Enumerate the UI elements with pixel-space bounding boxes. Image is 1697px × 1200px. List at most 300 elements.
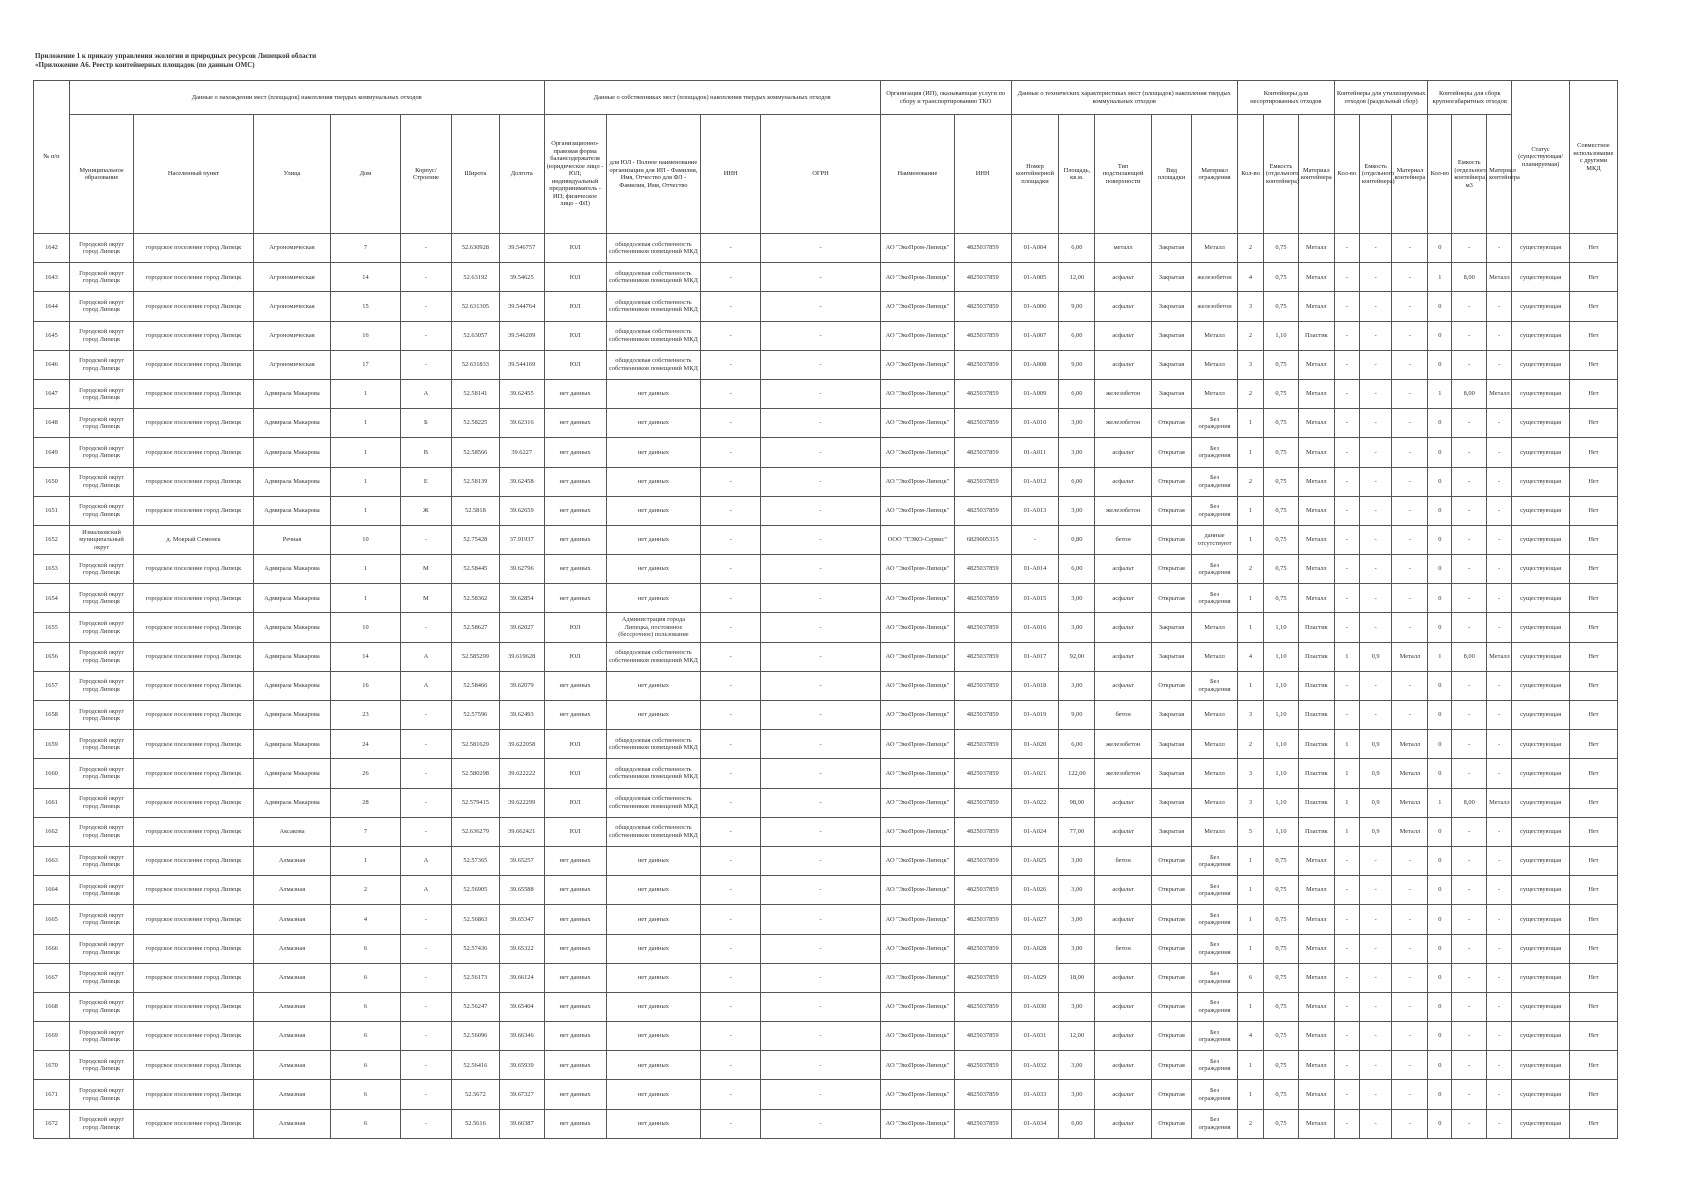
table-cell: 39.65322: [499, 934, 544, 963]
table-cell: Без ограждения: [1192, 1109, 1238, 1138]
column-header: Номер контейнерной площадки: [1011, 115, 1059, 234]
table-cell: Закрытая: [1151, 701, 1191, 730]
table-cell: М: [400, 555, 451, 584]
table-cell: 39.6227: [499, 438, 544, 467]
table-cell: Нет: [1569, 350, 1617, 379]
table-cell: 6: [331, 1080, 401, 1109]
table-cell: 0,9: [1359, 788, 1392, 817]
table-cell: нет данных: [544, 438, 606, 467]
table-cell: -: [1392, 438, 1428, 467]
table-cell: -: [1452, 613, 1487, 642]
table-cell: 1: [1237, 1051, 1263, 1080]
table-cell: -: [761, 1109, 881, 1138]
table-cell: 0,75: [1264, 876, 1299, 905]
table-cell: 0: [1428, 584, 1452, 613]
table-cell: -: [1392, 584, 1428, 613]
table-cell: Металл: [1192, 234, 1238, 263]
table-cell: Городской округ город Липецк: [69, 1109, 133, 1138]
table-cell: асфальт: [1095, 321, 1152, 350]
table-cell: -: [761, 788, 881, 817]
table-cell: 3: [1237, 759, 1263, 788]
table-cell: 3,00: [1059, 613, 1095, 642]
table-cell: 1666: [34, 934, 70, 963]
table-cell: нет данных: [606, 1109, 701, 1138]
table-row: [34, 263, 1618, 292]
table-cell: 1669: [34, 1022, 70, 1051]
table-cell: городское поселение город Липецк: [134, 817, 254, 846]
table-cell: А: [400, 379, 451, 408]
table-cell: Без ограждения: [1192, 846, 1238, 875]
table-row: [34, 1051, 1618, 1080]
table-cell: 0,75: [1264, 496, 1299, 525]
table-cell: нет данных: [544, 525, 606, 554]
table-cell: 4: [1237, 642, 1263, 671]
table-cell: ЮЛ: [544, 817, 606, 846]
table-body: [34, 234, 1618, 1139]
table-cell: -: [1392, 467, 1428, 496]
table-cell: АО "ЭкоПром-Липецк": [880, 438, 954, 467]
table-cell: 18,00: [1059, 963, 1095, 992]
table-cell: -: [761, 321, 881, 350]
table-cell: общедолевая собственность собственников помещений МКД: [606, 234, 701, 263]
table-cell: существующая: [1512, 846, 1570, 875]
table-row: [34, 788, 1618, 817]
table-cell: городское поселение город Липецк: [134, 934, 254, 963]
table-cell: -: [1359, 292, 1392, 321]
table-cell: -: [1392, 934, 1428, 963]
table-cell: Металл: [1192, 321, 1238, 350]
table-cell: 4825037859: [954, 788, 1011, 817]
table-cell: -: [1452, 759, 1487, 788]
table-cell: Металл: [1298, 846, 1334, 875]
table-cell: 01-А021: [1011, 759, 1059, 788]
table-cell: Пластик: [1298, 759, 1334, 788]
table-cell: Открытая: [1151, 467, 1191, 496]
table-cell: 6829005315: [954, 525, 1011, 554]
table-cell: 6: [331, 1051, 401, 1080]
table-cell: Алмазная: [253, 846, 330, 875]
table-cell: -: [1334, 963, 1359, 992]
table-cell: Нет: [1569, 1080, 1617, 1109]
table-cell: 0: [1428, 934, 1452, 963]
table-cell: -: [1487, 992, 1512, 1021]
table-cell: -: [1452, 438, 1487, 467]
table-cell: 52.58627: [451, 613, 499, 642]
column-header: Емкость (отдельного контейнера): [1264, 115, 1299, 234]
table-cell: 52.63057: [451, 321, 499, 350]
table-row: [34, 1080, 1618, 1109]
table-cell: АО "ЭкоПром-Липецк": [880, 1080, 954, 1109]
table-cell: Алмазная: [253, 1109, 330, 1138]
table-row: [34, 613, 1618, 642]
table-cell: -: [1487, 701, 1512, 730]
table-cell: 39.62796: [499, 555, 544, 584]
table-cell: -: [1359, 321, 1392, 350]
table-cell: ЮЛ: [544, 234, 606, 263]
table-cell: -: [400, 905, 451, 934]
table-cell: 01-А015: [1011, 584, 1059, 613]
table-cell: 3: [1237, 701, 1263, 730]
table-cell: АО "ЭкоПром-Липецк": [880, 759, 954, 788]
table-cell: 0: [1428, 671, 1452, 700]
table-cell: -: [761, 292, 881, 321]
table-cell: Городской округ город Липецк: [69, 817, 133, 846]
table-cell: 0: [1428, 555, 1452, 584]
table-cell: -: [1359, 1022, 1392, 1051]
table-cell: 1,10: [1264, 759, 1299, 788]
table-row: [34, 876, 1618, 905]
column-header: ОГРН: [761, 115, 881, 234]
table-cell: городское поселение город Липецк: [134, 263, 254, 292]
table-cell: Адмирала Макарова: [253, 671, 330, 700]
table-cell: -: [1452, 409, 1487, 438]
table-cell: 1671: [34, 1080, 70, 1109]
table-cell: Без ограждения: [1192, 963, 1238, 992]
table-cell: 1672: [34, 1109, 70, 1138]
table-cell: -: [1487, 817, 1512, 846]
column-header: Материал контейнера: [1298, 115, 1334, 234]
table-cell: -: [400, 1080, 451, 1109]
table-cell: городское поселение город Липецк: [134, 555, 254, 584]
table-cell: 3,00: [1059, 992, 1095, 1021]
table-cell: -: [1392, 671, 1428, 700]
table-cell: существующая: [1512, 350, 1570, 379]
table-cell: Городской округ город Липецк: [69, 759, 133, 788]
table-cell: 3,00: [1059, 934, 1095, 963]
table-cell: нет данных: [544, 1022, 606, 1051]
table-cell: Металл: [1298, 584, 1334, 613]
table-cell: городское поселение город Липецк: [134, 409, 254, 438]
table-cell: нет данных: [544, 555, 606, 584]
table-cell: городское поселение город Липецк: [134, 642, 254, 671]
table-cell: -: [1452, 584, 1487, 613]
table-cell: 39.546757: [499, 234, 544, 263]
table-cell: 15: [331, 292, 401, 321]
table-cell: 1646: [34, 350, 70, 379]
table-cell: 28: [331, 788, 401, 817]
table-cell: 4825037859: [954, 1080, 1011, 1109]
table-cell: городское поселение город Липецк: [134, 496, 254, 525]
table-cell: Агрономическая: [253, 263, 330, 292]
table-row: [34, 379, 1618, 408]
table-cell: 52.56096: [451, 1022, 499, 1051]
table-cell: А: [400, 846, 451, 875]
table-cell: Нет: [1569, 992, 1617, 1021]
table-cell: Алмазная: [253, 1051, 330, 1080]
table-cell: Алмазная: [253, 876, 330, 905]
table-cell: 39.622222: [499, 759, 544, 788]
table-cell: 0,75: [1264, 555, 1299, 584]
table-cell: Открытая: [1151, 934, 1191, 963]
table-cell: Без ограждения: [1192, 438, 1238, 467]
table-cell: 52.57365: [451, 846, 499, 875]
table-cell: 0,75: [1264, 992, 1299, 1021]
table-cell: 39.66346: [499, 1022, 544, 1051]
table-cell: -: [1487, 438, 1512, 467]
table-cell: железобетон: [1095, 409, 1152, 438]
group-recyclable-containers: Контейнеры для утилизируемых отходов (раздельный сбор): [1334, 81, 1428, 115]
table-cell: -: [1392, 321, 1428, 350]
table-cell: 3,00: [1059, 1051, 1095, 1080]
table-cell: Металл: [1298, 234, 1334, 263]
table-cell: 1656: [34, 642, 70, 671]
table-cell: 4825037859: [954, 905, 1011, 934]
table-cell: 1: [331, 409, 401, 438]
table-cell: 1648: [34, 409, 70, 438]
table-cell: Пластик: [1298, 613, 1334, 642]
table-cell: 52.631305: [451, 292, 499, 321]
table-cell: 1: [1237, 876, 1263, 905]
table-cell: 39.54625: [499, 263, 544, 292]
table-cell: 52.56863: [451, 905, 499, 934]
table-cell: Алмазная: [253, 963, 330, 992]
table-cell: Нет: [1569, 467, 1617, 496]
table-cell: 39.62455: [499, 379, 544, 408]
table-cell: городское поселение город Липецк: [134, 438, 254, 467]
column-header: Вид площадки: [1151, 115, 1191, 234]
table-cell: 0: [1428, 1022, 1452, 1051]
table-cell: -: [701, 701, 761, 730]
table-cell: 39.544169: [499, 350, 544, 379]
table-cell: -: [1359, 350, 1392, 379]
table-cell: металл: [1095, 234, 1152, 263]
table-row: [34, 438, 1618, 467]
column-header: Муниципальное образование: [69, 115, 133, 234]
table-cell: 3,00: [1059, 496, 1095, 525]
table-cell: -: [1487, 759, 1512, 788]
table-cell: Нет: [1569, 263, 1617, 292]
table-cell: -: [1452, 817, 1487, 846]
table-cell: Нет: [1569, 788, 1617, 817]
table-cell: 01-А032: [1011, 1051, 1059, 1080]
table-cell: существующая: [1512, 905, 1570, 934]
table-cell: -: [400, 292, 451, 321]
table-cell: -: [701, 379, 761, 408]
table-cell: 39.662421: [499, 817, 544, 846]
table-cell: 6: [331, 1022, 401, 1051]
table-cell: 1647: [34, 379, 70, 408]
table-cell: асфальт: [1095, 555, 1152, 584]
table-cell: Пластик: [1298, 642, 1334, 671]
table-cell: 39.622299: [499, 788, 544, 817]
table-cell: 1: [331, 496, 401, 525]
table-cell: 52.57436: [451, 934, 499, 963]
table-cell: 0,75: [1264, 292, 1299, 321]
table-cell: 26: [331, 759, 401, 788]
table-cell: Городской округ город Липецк: [69, 555, 133, 584]
table-cell: 4825037859: [954, 321, 1011, 350]
table-cell: нет данных: [606, 1022, 701, 1051]
table-cell: -: [761, 1022, 881, 1051]
table-cell: -: [1392, 409, 1428, 438]
table-cell: Открытая: [1151, 1080, 1191, 1109]
table-cell: -: [400, 1109, 451, 1138]
table-cell: -: [400, 525, 451, 554]
table-cell: существующая: [1512, 292, 1570, 321]
table-cell: Открытая: [1151, 496, 1191, 525]
table-cell: 10: [331, 525, 401, 554]
table-cell: 0: [1428, 613, 1452, 642]
table-cell: 39.62079: [499, 671, 544, 700]
table-cell: Открытая: [1151, 992, 1191, 1021]
table-cell: Нет: [1569, 846, 1617, 875]
table-cell: Металл: [1298, 1080, 1334, 1109]
table-cell: общедолевая собственность собственников помещений МКД: [606, 321, 701, 350]
table-cell: 0: [1428, 234, 1452, 263]
table-cell: -: [1452, 671, 1487, 700]
table-cell: Нет: [1569, 409, 1617, 438]
table-cell: -: [1452, 350, 1487, 379]
table-cell: 01-А005: [1011, 263, 1059, 292]
table-cell: городское поселение город Липецк: [134, 992, 254, 1021]
table-cell: 4825037859: [954, 759, 1011, 788]
column-header: Материал контейнера: [1487, 115, 1512, 234]
table-cell: -: [761, 584, 881, 613]
table-cell: -: [1452, 555, 1487, 584]
registry-table: [33, 80, 1618, 1139]
table-cell: Металл: [1298, 263, 1334, 292]
table-cell: 52.58225: [451, 409, 499, 438]
table-cell: 0: [1428, 321, 1452, 350]
column-header: Тип подстилающей поверхности: [1095, 115, 1152, 234]
table-cell: -: [1359, 846, 1392, 875]
table-cell: 4: [1237, 1022, 1263, 1051]
table-cell: Металл: [1392, 759, 1428, 788]
table-cell: городское поселение город Липецк: [134, 759, 254, 788]
table-cell: Без ограждения: [1192, 1080, 1238, 1109]
table-cell: АО "ЭкоПром-Липецк": [880, 788, 954, 817]
table-row: [34, 642, 1618, 671]
table-cell: 0,75: [1264, 1080, 1299, 1109]
table-cell: Нет: [1569, 1051, 1617, 1080]
table-cell: Алмазная: [253, 934, 330, 963]
table-cell: 01-А014: [1011, 555, 1059, 584]
table-cell: Открытая: [1151, 876, 1191, 905]
table-cell: -: [1392, 701, 1428, 730]
table-cell: асфальт: [1095, 584, 1152, 613]
table-cell: 52.63192: [451, 263, 499, 292]
table-cell: существующая: [1512, 817, 1570, 846]
table-cell: 52.58139: [451, 467, 499, 496]
table-cell: -: [1487, 846, 1512, 875]
table-row: [34, 525, 1618, 554]
table-cell: нет данных: [606, 1051, 701, 1080]
table-cell: общедолевая собственность собственников помещений МКД: [606, 817, 701, 846]
table-cell: -: [400, 263, 451, 292]
table-cell: 01-А022: [1011, 788, 1059, 817]
table-cell: 1650: [34, 467, 70, 496]
table-cell: -: [761, 817, 881, 846]
table-cell: существующая: [1512, 1022, 1570, 1051]
table-cell: Пластик: [1298, 788, 1334, 817]
column-header: для ЮЛ - Полное наименование организации для ИП - Фамилия, Имя, Отчество для ФЛ - Фамилия, Имя, Отчество: [606, 115, 701, 234]
table-cell: 17: [331, 350, 401, 379]
table-cell: -: [1392, 292, 1428, 321]
col-status: Статус (существующая/ планируемая): [1512, 81, 1570, 234]
table-cell: 01-А013: [1011, 496, 1059, 525]
table-cell: -: [1334, 292, 1359, 321]
table-cell: -: [1359, 525, 1392, 554]
table-cell: 1657: [34, 671, 70, 700]
table-row: [34, 671, 1618, 700]
table-cell: 39.65404: [499, 992, 544, 1021]
table-cell: нет данных: [606, 409, 701, 438]
table-cell: Адмирала Макарова: [253, 584, 330, 613]
table-cell: -: [1487, 496, 1512, 525]
table-cell: Нет: [1569, 584, 1617, 613]
table-cell: Адмирала Макарова: [253, 642, 330, 671]
table-cell: 39.546209: [499, 321, 544, 350]
table-cell: существующая: [1512, 1109, 1570, 1138]
table-cell: 1,10: [1264, 642, 1299, 671]
table-cell: 3,00: [1059, 409, 1095, 438]
table-cell: -: [701, 584, 761, 613]
table-cell: 0,9: [1359, 817, 1392, 846]
table-cell: существующая: [1512, 934, 1570, 963]
table-cell: 1: [1237, 1080, 1263, 1109]
table-cell: Металл: [1392, 788, 1428, 817]
table-row: [34, 584, 1618, 613]
table-cell: -: [400, 701, 451, 730]
table-cell: Городской округ город Липецк: [69, 350, 133, 379]
table-cell: -: [1487, 876, 1512, 905]
table-cell: 0: [1428, 963, 1452, 992]
table-cell: Городской округ город Липецк: [69, 876, 133, 905]
table-cell: -: [761, 846, 881, 875]
table-cell: -: [1334, 350, 1359, 379]
table-cell: Адмирала Макарова: [253, 701, 330, 730]
table-cell: -: [1487, 730, 1512, 759]
table-cell: 39.622058: [499, 730, 544, 759]
table-cell: 4825037859: [954, 817, 1011, 846]
column-header: Кол-во: [1428, 115, 1452, 234]
table-cell: АО "ЭкоПром-Липецк": [880, 234, 954, 263]
table-cell: Металл: [1392, 730, 1428, 759]
table-cell: Нет: [1569, 496, 1617, 525]
table-cell: городское поселение город Липецк: [134, 671, 254, 700]
table-cell: 0: [1428, 992, 1452, 1021]
table-cell: ЮЛ: [544, 321, 606, 350]
table-cell: 2: [1237, 1109, 1263, 1138]
table-cell: Адмирала Макарова: [253, 730, 330, 759]
table-cell: -: [1452, 496, 1487, 525]
table-cell: АО "ЭкоПром-Липецк": [880, 817, 954, 846]
table-cell: 1,10: [1264, 730, 1299, 759]
table-cell: -: [1334, 905, 1359, 934]
table-cell: Открытая: [1151, 846, 1191, 875]
table-row: [34, 817, 1618, 846]
table-row: [34, 292, 1618, 321]
table-cell: Алмазная: [253, 1080, 330, 1109]
table-cell: -: [1359, 584, 1392, 613]
table-cell: АО "ЭкоПром-Липецк": [880, 1022, 954, 1051]
table-cell: -: [1452, 525, 1487, 554]
table-cell: АО "ЭкоПром-Липецк": [880, 321, 954, 350]
table-cell: 4825037859: [954, 671, 1011, 700]
col-shared: Совместное использование с другими МКД: [1569, 81, 1617, 234]
table-cell: 0,80: [1059, 525, 1095, 554]
table-cell: Городской округ город Липецк: [69, 671, 133, 700]
table-cell: -: [701, 438, 761, 467]
table-cell: -: [1334, 613, 1359, 642]
table-cell: городское поселение город Липецк: [134, 963, 254, 992]
table-cell: Металл: [1298, 292, 1334, 321]
table-cell: 0: [1428, 817, 1452, 846]
table-cell: Измалковский муниципальный округ: [69, 525, 133, 554]
table-cell: -: [1487, 555, 1512, 584]
column-header: Материал контейнера: [1392, 115, 1428, 234]
column-header: Улица: [253, 115, 330, 234]
